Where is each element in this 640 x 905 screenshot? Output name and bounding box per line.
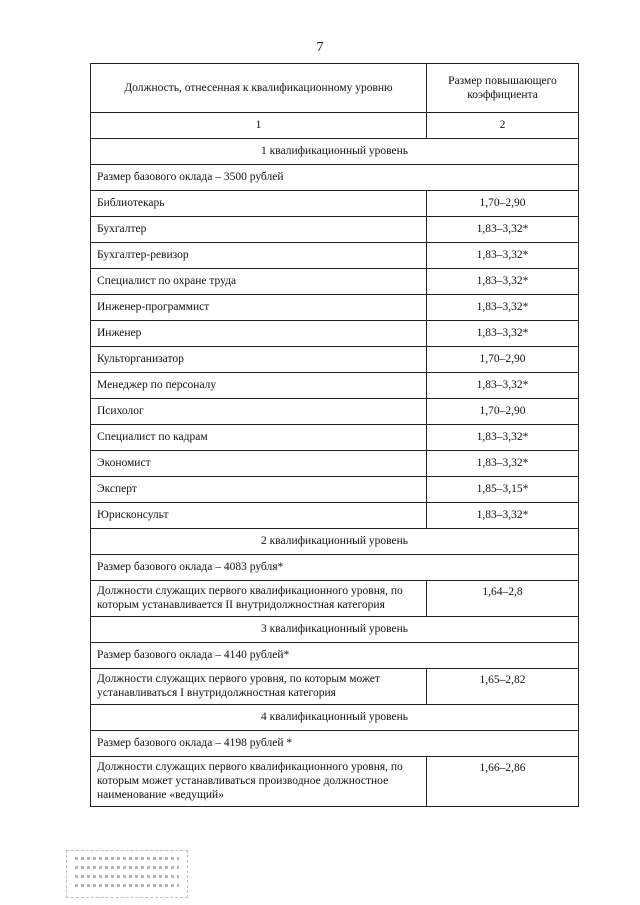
- salary-row: [91, 165, 579, 191]
- position-name: Инженер-программист: [91, 295, 427, 321]
- table-row: [91, 295, 579, 321]
- level-title-row: [91, 704, 579, 730]
- table-row: [91, 477, 579, 503]
- base-salary: Размер базового оклада – 4140 рублей*: [91, 642, 579, 668]
- coefficient-value: 1,83–3,32*: [427, 217, 579, 243]
- column-numbers-row: [91, 113, 579, 139]
- position-name: Бухгалтер: [91, 217, 427, 243]
- salary-row: [91, 555, 579, 581]
- coefficient-table: [90, 63, 579, 807]
- coefficient-value: 1,66–2,86: [427, 756, 579, 806]
- position-name: Специалист по охране труда: [91, 269, 427, 295]
- header-position: Должность, отнесенная к квалификационному уровню: [91, 64, 427, 113]
- position-name: Культорганизатор: [91, 347, 427, 373]
- header-coefficient: Размер повышающего коэффициента: [427, 64, 579, 113]
- table-row: [91, 347, 579, 373]
- coefficient-value: 1,83–3,32*: [427, 295, 579, 321]
- position-name: Должности служащих первого уровня, по которым может устанавливаться I внутридолжностная категория: [91, 668, 427, 704]
- table-row: [91, 399, 579, 425]
- coefficient-value: 1,83–3,32*: [427, 321, 579, 347]
- column-number-2: 2: [427, 113, 579, 139]
- coefficient-value: 1,70–2,90: [427, 399, 579, 425]
- table-row: [91, 243, 579, 269]
- position-name: Юрисконсульт: [91, 503, 427, 529]
- position-name: Библиотекарь: [91, 191, 427, 217]
- table-row: [91, 269, 579, 295]
- table-row: [91, 451, 579, 477]
- column-number-1: 1: [91, 113, 427, 139]
- position-name: Менеджер по персоналу: [91, 373, 427, 399]
- table-row: [91, 503, 579, 529]
- table-row: [91, 217, 579, 243]
- level-title-row: [91, 139, 579, 165]
- level-title: 3 квалификационный уровень: [91, 616, 579, 642]
- level-title-row: [91, 529, 579, 555]
- coefficient-value: 1,83–3,32*: [427, 425, 579, 451]
- level-title: 4 квалификационный уровень: [91, 704, 579, 730]
- position-name: Инженер: [91, 321, 427, 347]
- coefficient-value: 1,70–2,90: [427, 191, 579, 217]
- coefficient-value: 1,83–3,32*: [427, 451, 579, 477]
- document-stamp: [66, 850, 188, 898]
- table-row: [91, 581, 579, 617]
- table-header-row: [91, 64, 579, 113]
- position-name: Должности служащих первого квалификационного уровня, по которым может устанавливаться производное должностное наименование «ведущий»: [91, 756, 427, 806]
- page-number: 7: [316, 40, 324, 55]
- coefficient-value: 1,83–3,32*: [427, 269, 579, 295]
- coefficient-value: 1,65–2,82: [427, 668, 579, 704]
- table-row: [91, 756, 579, 806]
- base-salary: Размер базового оклада – 4083 рубля*: [91, 555, 579, 581]
- table-row: [91, 373, 579, 399]
- level-title-row: [91, 616, 579, 642]
- table-row: [91, 668, 579, 704]
- base-salary: Размер базового оклада – 4198 рублей *: [91, 730, 579, 756]
- position-name: Экономист: [91, 451, 427, 477]
- coefficient-value: 1,70–2,90: [427, 347, 579, 373]
- coefficient-value: 1,83–3,32*: [427, 503, 579, 529]
- level-title: 1 квалификационный уровень: [91, 139, 579, 165]
- coefficient-value: 1,83–3,32*: [427, 373, 579, 399]
- position-name: Бухгалтер-ревизор: [91, 243, 427, 269]
- coefficient-value: 1,83–3,32*: [427, 243, 579, 269]
- salary-row: [91, 642, 579, 668]
- base-salary: Размер базового оклада – 3500 рублей: [91, 165, 579, 191]
- salary-row: [91, 730, 579, 756]
- position-name: Специалист по кадрам: [91, 425, 427, 451]
- position-name: Эксперт: [91, 477, 427, 503]
- coefficient-value: 1,64–2,8: [427, 581, 579, 617]
- level-title: 2 квалификационный уровень: [91, 529, 579, 555]
- coefficient-value: 1,85–3,15*: [427, 477, 579, 503]
- table-row: [91, 425, 579, 451]
- position-name: Должности служащих первого квалификационного уровня, по которым устанавливается II внутридолжностная категория: [91, 581, 427, 617]
- table-row: [91, 191, 579, 217]
- position-name: Психолог: [91, 399, 427, 425]
- table-row: [91, 321, 579, 347]
